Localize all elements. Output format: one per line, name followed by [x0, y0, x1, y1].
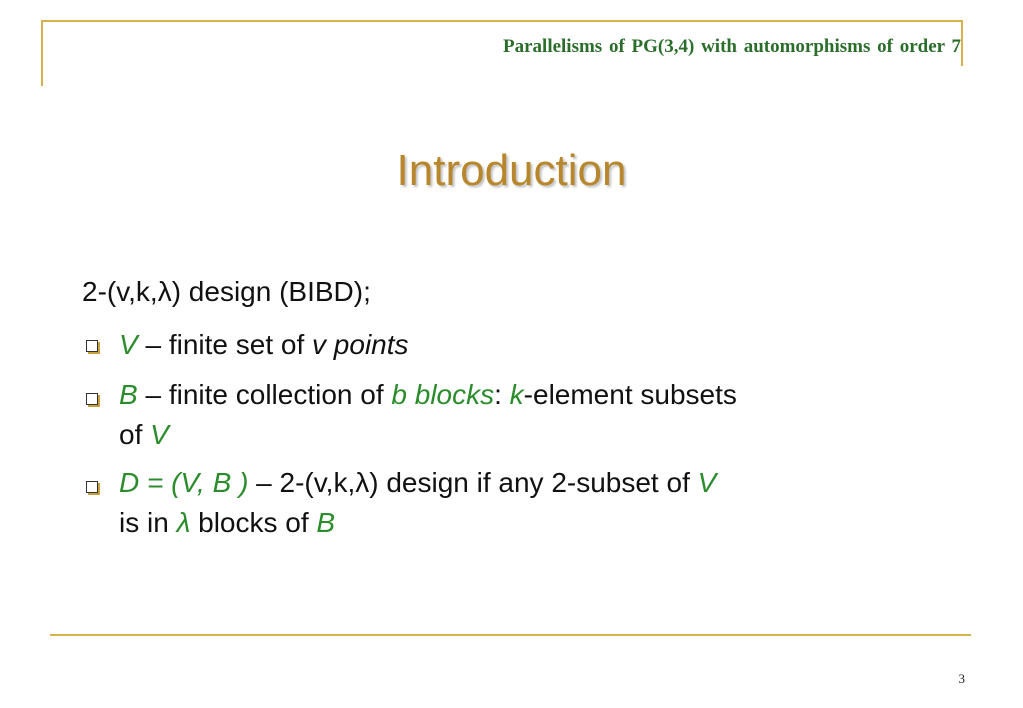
- term-d: D = (V, B ): [119, 467, 249, 498]
- bullet-text: – 2-(v,k,λ) design if any 2-subset of: [248, 467, 698, 498]
- intro-line: 2-(v,k,λ) design (BIBD);: [82, 276, 371, 307]
- term-v: V: [119, 329, 138, 360]
- slide-body: [82, 269, 962, 543]
- bullet-line-2: [119, 415, 962, 455]
- square-bullet-icon: [86, 393, 98, 405]
- bullet-item-blocks: [82, 375, 962, 455]
- bullet-text: – finite collection of: [137, 379, 392, 410]
- page-number: 3: [958, 671, 965, 686]
- bullet-line-1: [119, 375, 962, 415]
- bullet-text: – finite set of: [137, 329, 313, 360]
- emphasis-v-points: v points: [312, 329, 409, 360]
- term-lambda: λ: [176, 507, 191, 538]
- blocks-of-text: blocks of: [190, 507, 317, 538]
- header-title: Parallelisms of PG(3,4) with automorphisms of order 7: [503, 36, 961, 57]
- colon-text: :: [494, 379, 510, 410]
- header-frame-top-rule: [41, 20, 963, 22]
- of-text: of: [119, 419, 151, 450]
- term-b-ref: B: [316, 507, 336, 538]
- header-frame-right-rule: [961, 20, 963, 66]
- term-k: k: [509, 379, 524, 410]
- term-b: B: [119, 379, 138, 410]
- header-frame-left-rule: [41, 20, 43, 86]
- bullet-line-2: [119, 503, 962, 543]
- bullet-item-points: [82, 322, 962, 367]
- slide-title: Introduction: [396, 146, 627, 195]
- square-bullet-icon: [86, 340, 98, 352]
- footer-rule: [50, 634, 971, 636]
- term-v-ref: V: [150, 419, 169, 450]
- is-in-text: is in: [119, 507, 177, 538]
- term-v-ref: V: [697, 467, 717, 498]
- element-subsets-text: -element subsets: [523, 379, 737, 410]
- emphasis-b-blocks: b blocks: [391, 379, 495, 410]
- bullet-line-1: [119, 463, 962, 503]
- bullet-item-design: [82, 463, 962, 543]
- square-bullet-icon: [86, 481, 98, 493]
